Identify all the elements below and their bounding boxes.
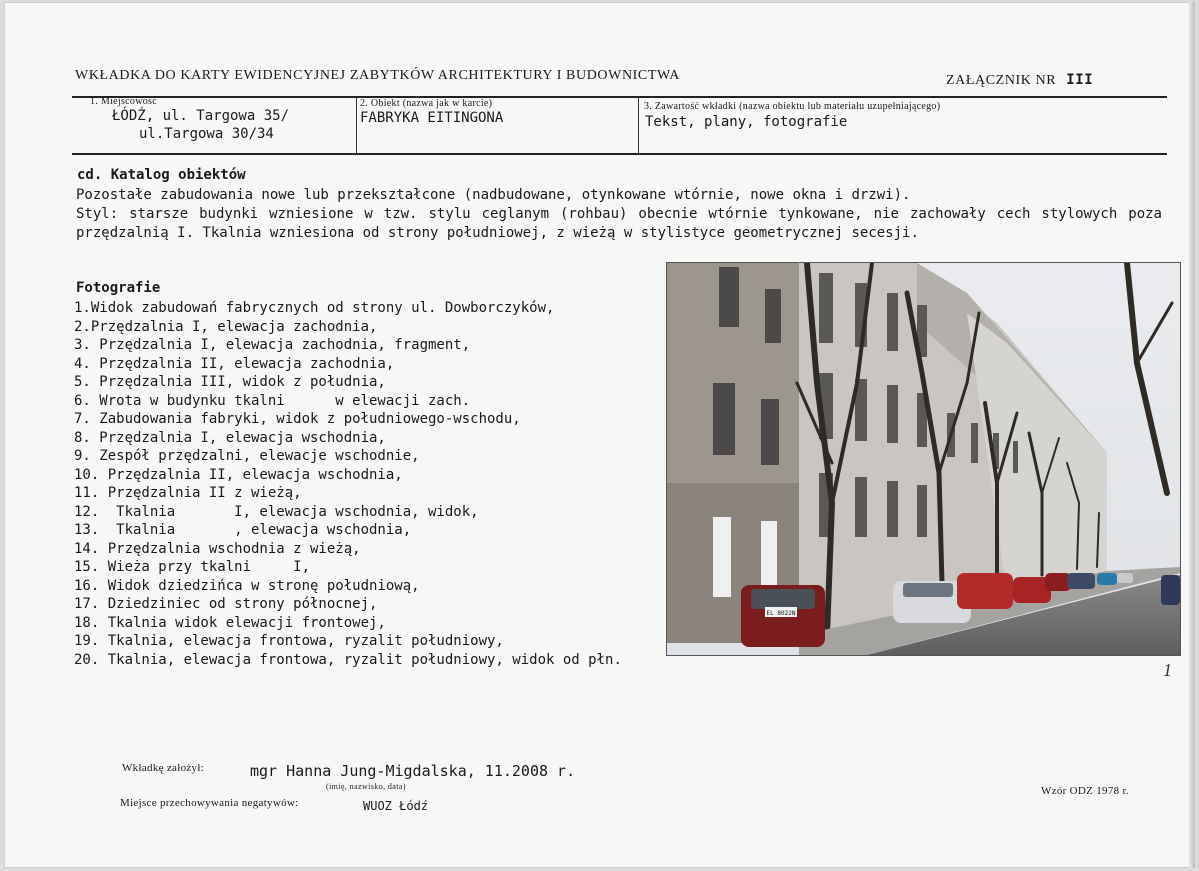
created-by-hint: (imię, nazwisko, data)	[326, 782, 406, 791]
field-divider-2	[638, 96, 639, 153]
photo-item: 13. Tkalnia , elewacja wschodnia,	[74, 522, 412, 538]
negatives-storage-value: WUOZ Łódź	[363, 799, 429, 813]
locality-line-1: ŁÓDŹ, ul. Targowa 35/	[112, 108, 290, 124]
photo-item: 14. Przędzalnia wschodnia z wieżą,	[74, 540, 361, 557]
attachment-label	[946, 72, 1093, 89]
form-template: Wzór ODZ 1978 r.	[1041, 785, 1129, 797]
negatives-storage-label: Miejsce przechowywania negatywów:	[120, 797, 299, 809]
form-title: WKŁADKA DO KARTY EWIDENCYJNEJ ZABYTKÓW ARCHITEKTURY I BUDOWNICTWA	[75, 68, 680, 83]
license-plate: EL 8022N	[766, 610, 796, 617]
photo-item: 16. Widok dziedzińca w stronę południową,	[74, 577, 420, 594]
locality-label: 1. Miejscowość	[90, 96, 157, 107]
catalog-heading: cd. Katalog obiektów	[77, 167, 246, 183]
photo-item: 10. Przędzalnia II, elewacja wschodnia,	[74, 466, 403, 483]
catalog-line-1: Pozostałe zabudowania nowe lub przekształcone (nadbudowane, otynkowane wtórnie, nowe okna i drzwi).	[76, 187, 911, 203]
photo-item: 4. Przędzalnia II, elewacja zachodnia,	[74, 355, 395, 372]
page-number: 1	[1163, 660, 1172, 680]
photo-item: 20. Tkalnia, elewacja frontowa, ryzalit południowy, widok od płn.	[74, 651, 622, 668]
header-rule-bottom	[72, 153, 1167, 155]
photo-item: 17. Dziedziniec od strony północnej,	[74, 596, 378, 612]
photo-item: 15. Wieża przy tkalni I,	[74, 559, 311, 575]
photo-item: 1.Widok zabudowań fabrycznych od strony ul. Dowborczyków,	[74, 300, 555, 316]
created-by-value: mgr Hanna Jung-Migdalska, 11.2008 r.	[250, 762, 576, 780]
photo-item: 18. Tkalnia widok elewacji frontowej,	[74, 614, 386, 631]
header-rule-top	[72, 96, 1167, 98]
street-photo	[666, 262, 1181, 656]
card-edge	[1189, 2, 1195, 868]
photo-item: 12. Tkalnia I, elewacja wschodnia, widok,	[74, 503, 479, 520]
field-divider-1	[356, 96, 357, 153]
photo-item: 3. Przędzalnia I, elewacja zachodnia, fragment,	[74, 337, 471, 353]
contents-label: 3. Zawartość wkładki (nazwa obiektu lub materiału uzupełniającego)	[644, 101, 941, 112]
catalog-line-2: Styl: starsze budynki wzniesione w tzw. stylu ceglanym (rohbau) obecnie wtórnie tynkowane, nie zachowały cech stylowych poza przędzalnią I. Tkalnia wzniesiona od strony południowej, z wieżą w stylistyce geometrycznej secesji.	[76, 206, 1162, 241]
photo-item: 2.Przędzalnia I, elewacja zachodnia,	[74, 318, 378, 335]
photo-item: 5. Przędzalnia III, widok z południa,	[74, 374, 386, 390]
object-value: FABRYKA EITINGONA	[360, 110, 504, 126]
photos-heading: Fotografie	[76, 280, 161, 296]
object-label: 2. Obiekt (nazwa jak w karcie)	[360, 98, 493, 109]
photo-item: 8. Przędzalnia I, elewacja wschodnia,	[74, 429, 386, 446]
photo-item: 11. Przędzalnia II z wieżą,	[74, 485, 302, 501]
photo-item: 19. Tkalnia, elewacja frontowa, ryzalit południowy,	[74, 633, 504, 649]
photo-item: 9. Zespół przędzalni, elewacje wschodnie,	[74, 448, 420, 464]
contents-value: Tekst, plany, fotografie	[645, 114, 848, 130]
attachment-number: III	[1066, 72, 1094, 88]
created-by-label: Wkładkę założył:	[122, 762, 205, 774]
photo-item: 7. Zabudowania fabryki, widok z południowego-wschodu,	[74, 411, 521, 427]
catalog-text	[76, 186, 1162, 243]
attachment-label-text: ZAŁĄCZNIK NR	[946, 73, 1057, 88]
locality-line-2: ul.Targowa 30/34	[139, 126, 274, 142]
photo-list	[74, 299, 622, 669]
photo-item: 6. Wrota w budynku tkalni w elewacji zach.	[74, 392, 471, 409]
